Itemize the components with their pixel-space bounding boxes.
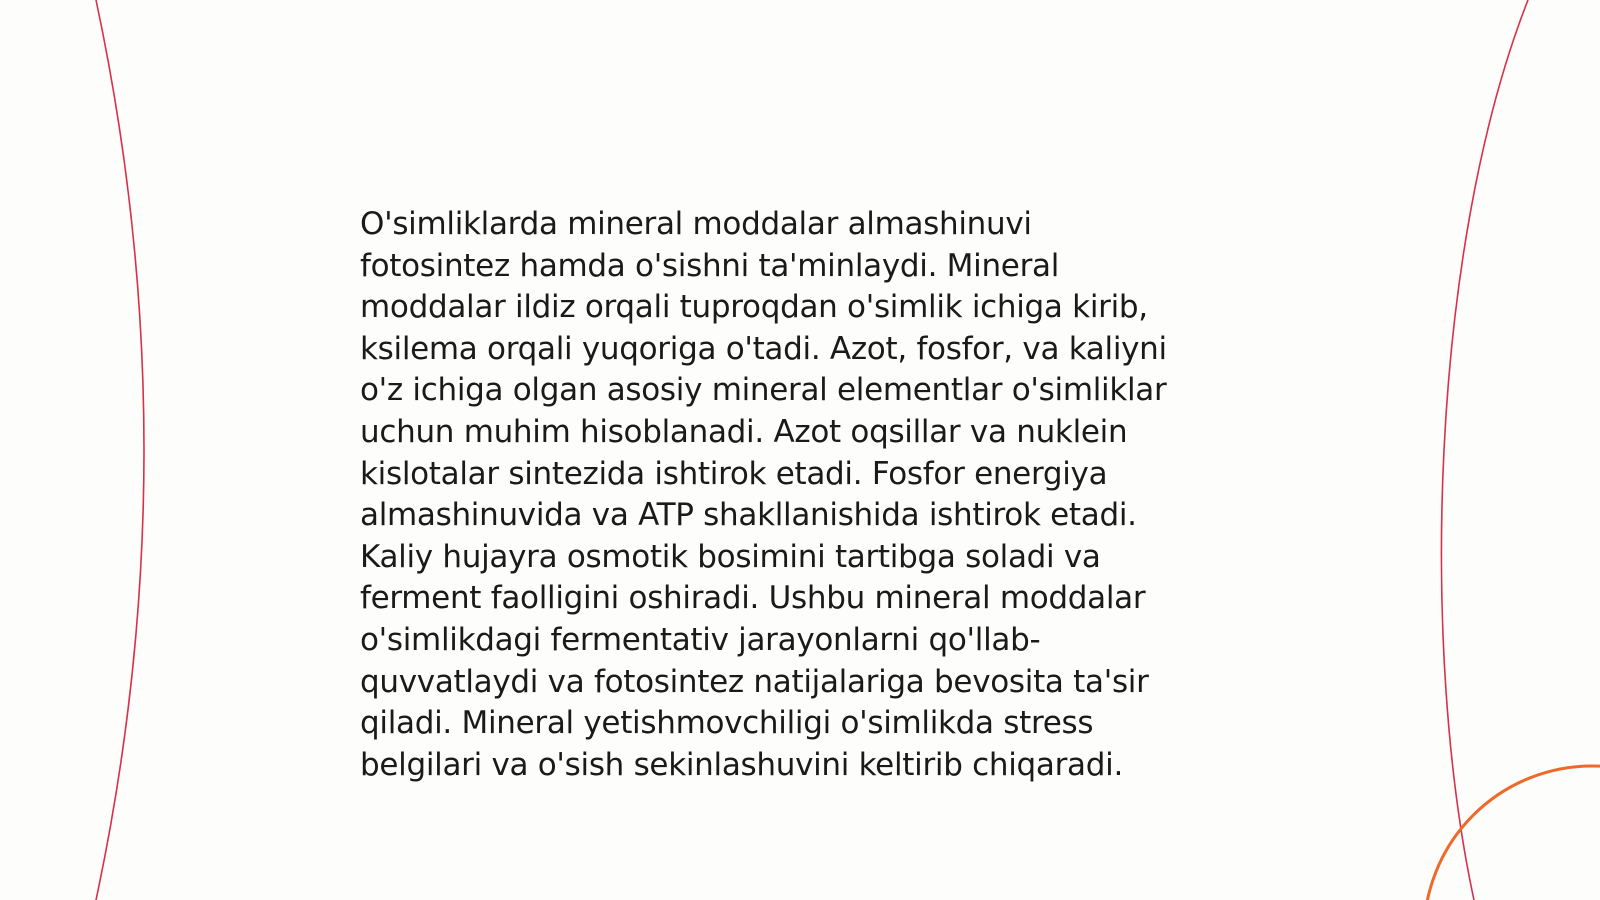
orange-decorative-arc: [1424, 766, 1600, 900]
body-paragraph: O'simliklarda mineral moddalar almashinuvi fotosintez hamda o'sishni ta'minlaydi. Mineral moddalar ildiz orqali tuproqdan o'simlik ichiga kirib, ksilema orqali yuqoriga o'tadi. Azot, fosfor, va kaliyni o'z ichiga olgan asosiy mineral elementlar o'simliklar uchun muhim hisoblanadi. Azot oqsillar va nuklein kislotalar sintezida ishtirok etadi. Fosfor energiya almashinuvida va ATP shakllanishida ishtirok etadi. Kaliy hujayra osmotik bosimini tartibga soladi va ferment faolligini oshiradi. Ushbu mineral moddalar o'simlikdagi fermentativ jarayonlarni qo'llab- quvvatlaydi va fotosintez natijalariga bevosita ta'sir qiladi. Mineral yetishmovchiligi o'simlikda stress belgilari va o'sish sekinlashuvini keltirib chiqaradi.: [360, 206, 1167, 783]
right-decorative-curve: [1441, 0, 1528, 900]
left-decorative-curve: [96, 0, 144, 900]
